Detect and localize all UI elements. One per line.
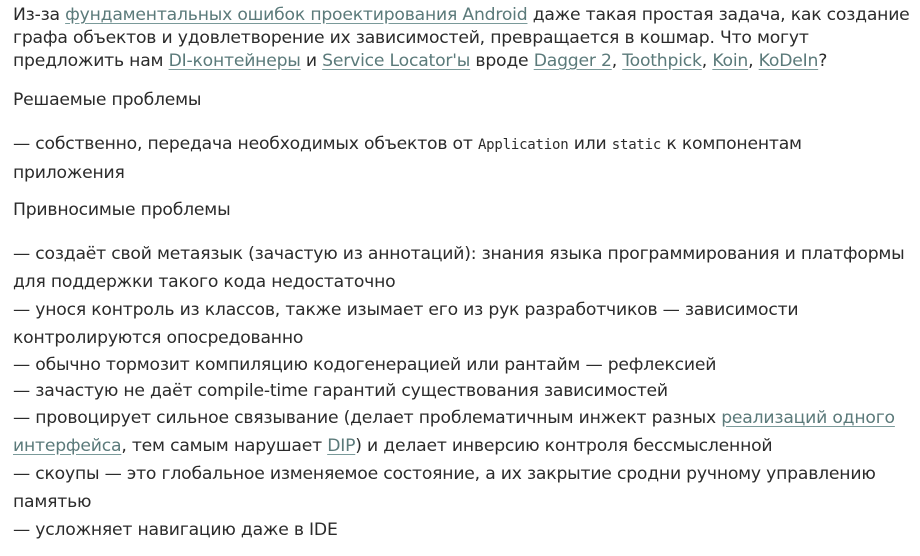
intro-paragraph bbox=[13, 4, 913, 73]
intro-text-4: вроде bbox=[470, 51, 534, 71]
solved-problems-heading: Решаемые проблемы bbox=[13, 90, 202, 110]
introduced-problems-heading: Привносимые проблемы bbox=[13, 200, 231, 220]
link-service-locators[interactable]: Service Locator'ы bbox=[322, 51, 471, 71]
list-item: — создаёт свой метаязык (зачастую из аннотаций): знания языка программирования и платформы для поддержки такого кода недостаточно bbox=[13, 244, 905, 292]
solved-item bbox=[13, 130, 913, 187]
introduced-problems-list bbox=[13, 240, 913, 544]
link-dagger2[interactable]: Dagger 2 bbox=[533, 51, 612, 71]
intro-text-7: , bbox=[748, 51, 759, 71]
list-item-coupling bbox=[13, 404, 913, 460]
coupling-text-2: , тем самым нарушает bbox=[121, 436, 328, 456]
solved-text-1: — собственно, передача необходимых объектов от bbox=[13, 134, 478, 154]
link-dip[interactable]: DIP bbox=[327, 436, 356, 456]
link-implementations[interactable]: реализаций одного интерфейса bbox=[13, 408, 895, 456]
list-item: — скоупы — это глобальное изменяемое состояние, а их закрытие сродни ручному управлению памятью bbox=[13, 464, 876, 512]
coupling-text-3: ) и делает инверсию контроля бессмысленной bbox=[355, 436, 773, 456]
code-application: Application bbox=[477, 137, 569, 153]
link-toothpick[interactable]: Toothpick bbox=[622, 51, 702, 71]
code-static: static bbox=[611, 137, 662, 153]
intro-text-8: ? bbox=[818, 51, 828, 71]
link-kodein[interactable]: KoDeIn bbox=[758, 51, 819, 71]
intro-text-2: даже такая простая задача, как создание графа объектов и удовлетворение их зависимостей, превращается в кошмар. Что могут предложить нам bbox=[13, 5, 910, 71]
list-item: — унося контроль из классов, также изымает его из рук разработчиков — зависимости контролируются опосредованно bbox=[13, 300, 799, 348]
link-di-containers[interactable]: DI-контейнеры bbox=[168, 51, 301, 71]
intro-text-5: , bbox=[611, 51, 623, 71]
coupling-text-1: — провоцирует сильное связывание (делает проблематичным инжект разных bbox=[13, 408, 722, 428]
intro-text-1: Из-за bbox=[13, 5, 66, 25]
intro-text-6: , bbox=[701, 51, 713, 71]
solved-text-2: или bbox=[568, 134, 612, 154]
link-koin[interactable]: Koin bbox=[712, 51, 749, 71]
list-item: — обычно тормозит компиляцию кодогенерацией или рантайм — рефлексией bbox=[13, 355, 717, 375]
intro-text-3: и bbox=[300, 51, 323, 71]
link-fundamental-errors[interactable]: фундаментальных ошибок проектирования Android bbox=[65, 5, 528, 25]
list-item: — зачастую не даёт compile-time гарантий существования зависимостей bbox=[13, 381, 668, 401]
list-item: — усложняет навигацию даже в IDE bbox=[13, 520, 338, 540]
solved-text-3: к компонентам приложения bbox=[13, 134, 802, 183]
